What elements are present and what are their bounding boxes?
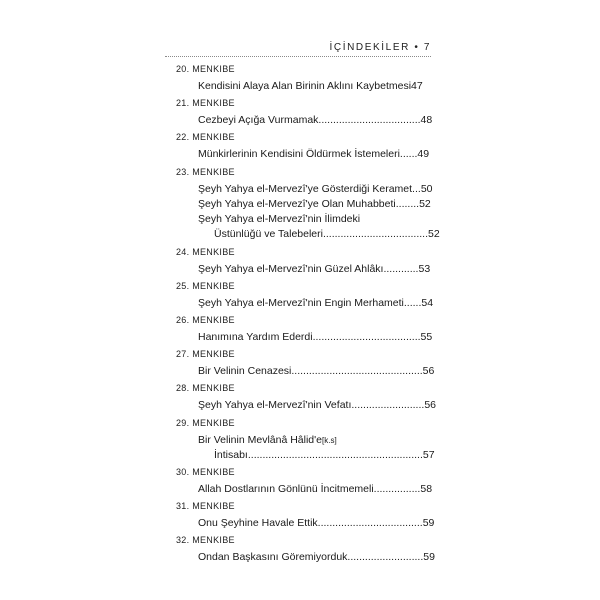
toc-entry-label: 29. MENKIBE — [176, 417, 235, 428]
toc-entry — [176, 315, 432, 349]
toc-entry — [176, 166, 440, 247]
toc-entry — [176, 417, 435, 467]
toc-line-dots: ............ — [383, 262, 419, 275]
toc-entry-label: 26. MENKIBE — [176, 314, 235, 325]
toc-line-dots: ......................... — [351, 399, 425, 412]
toc-line-dots: .................................... — [322, 227, 428, 240]
toc-line-title: Kendisini Alaya Alan Birinin Aklını Kaybetmesi — [198, 80, 412, 92]
toc-line-title: Üstünlüğü ve Talebeleri — [214, 227, 323, 240]
toc-line[interactable] — [198, 365, 435, 378]
toc-line-page: 47 — [411, 80, 423, 92]
toc-line-page: 55 — [420, 330, 433, 343]
toc-entry — [176, 383, 436, 417]
toc-entry — [176, 247, 432, 281]
table-of-contents — [176, 64, 440, 569]
toc-line-page: 48 — [420, 114, 433, 127]
toc-line[interactable] — [198, 148, 432, 160]
toc-line-title: Hanımına Yardım Ederdi — [198, 330, 313, 343]
header-title: İÇİNDEKİLER — [329, 42, 410, 53]
toc-line[interactable] — [198, 183, 432, 195]
toc-entry — [176, 64, 432, 98]
toc-line[interactable] — [198, 297, 432, 309]
toc-entry-label: 27. MENKIBE — [176, 349, 235, 360]
toc-line-dots: ...... — [403, 296, 422, 309]
toc-line-dots: ............................................. — [291, 365, 423, 378]
toc-line-page: 49 — [417, 148, 430, 161]
toc-line-title: Şeyh Yahya el-Mervezî'nin Vefatı — [198, 399, 352, 412]
toc-line-title: Allah Dostlarının Gönlünü İncitmemeli — [198, 482, 374, 495]
toc-entry-label: 24. MENKIBE — [176, 246, 235, 257]
toc-line[interactable] — [198, 516, 435, 529]
toc-line-dots: ............................................................ — [247, 448, 423, 461]
toc-entry-label: 30. MENKIBE — [176, 466, 235, 477]
toc-line-dots: ...... — [399, 148, 418, 161]
toc-line-page: 53 — [418, 262, 431, 275]
toc-line-dots: ................................... — [318, 114, 421, 127]
toc-line[interactable] — [198, 434, 432, 446]
toc-line-dots: ... — [412, 182, 421, 195]
toc-line-title: Bir Velinin Cenazesi — [198, 365, 292, 378]
toc-line-page: 52 — [419, 197, 431, 210]
toc-entry-label: 28. MENKIBE — [176, 383, 235, 394]
toc-entry-label: 23. MENKIBE — [176, 166, 235, 177]
toc-line-page: 59 — [422, 516, 435, 529]
toc-line-page: 59 — [423, 550, 435, 563]
toc-entry-label: 22. MENKIBE — [176, 132, 235, 143]
toc-line-dots: .................................... — [317, 516, 423, 529]
toc-line-title: Şeyh Yahya el-Mervezî'ye Gösterdiği Keramet — [198, 182, 413, 195]
toc-line-dots: .......................... — [347, 550, 424, 563]
toc-line[interactable] — [198, 80, 432, 92]
toc-entry — [176, 281, 432, 315]
toc-entry — [176, 132, 432, 166]
toc-line-title: Cezbeyi Açığa Vurmamak — [198, 114, 319, 127]
toc-entry-label: 31. MENKIBE — [176, 500, 235, 511]
toc-line-title: İntisabı — [214, 448, 248, 461]
toc-entry-label: 25. MENKIBE — [176, 280, 235, 291]
toc-line[interactable] — [198, 213, 432, 225]
toc-line-title: Ondan Başkasını Göremiyorduk — [198, 550, 348, 563]
toc-entry-label: 32. MENKIBE — [176, 534, 235, 545]
toc-line-dots: ..................................... — [312, 330, 421, 343]
toc-line-title: Şeyh Yahya el-Mervezî'ye Olan Muhabbeti — [198, 197, 396, 210]
toc-line-page: 58 — [420, 482, 433, 495]
toc-entry — [176, 500, 435, 535]
toc-line[interactable] — [198, 550, 435, 563]
toc-line[interactable] — [198, 114, 432, 126]
toc-line-title: Bir Velinin Mevlânâ Hâlid'e — [198, 433, 322, 446]
header-separator: • — [414, 42, 420, 53]
toc-line-page: 56 — [422, 365, 435, 378]
toc-line-title: Onu Şeyhine Havale Ettik — [198, 516, 318, 529]
toc-line-page: 57 — [422, 448, 435, 461]
toc-line[interactable] — [198, 331, 432, 343]
toc-line-page: 52 — [428, 227, 440, 240]
toc-line[interactable] — [198, 399, 436, 412]
toc-entry-label: 21. MENKIBE — [176, 98, 235, 109]
toc-line[interactable] — [198, 263, 432, 275]
toc-line[interactable] — [198, 198, 432, 210]
toc-line-page: 50 — [420, 182, 433, 195]
toc-line[interactable] — [214, 227, 440, 240]
toc-line-page: 56 — [424, 399, 436, 412]
toc-entry — [176, 534, 435, 569]
toc-entry — [176, 98, 432, 132]
running-header — [165, 40, 431, 57]
toc-line-suffix: [k.s] — [322, 435, 337, 445]
toc-line-page: 54 — [421, 296, 434, 309]
running-header-text — [330, 42, 431, 53]
toc-line-title: Münkirlerinin Kendisini Öldürmek İstemeleri — [198, 148, 400, 161]
toc-entry — [176, 467, 432, 501]
toc-line-title: Şeyh Yahya el-Mervezî'nin Güzel Ahlâkı — [198, 262, 384, 275]
toc-line[interactable] — [198, 483, 432, 495]
toc-line-dots: ................ — [373, 482, 421, 495]
toc-entry-label: 20. MENKIBE — [176, 64, 235, 74]
toc-line-dots: ........ — [395, 197, 420, 210]
header-page-number: 7 — [423, 42, 431, 53]
toc-entry — [176, 349, 435, 383]
toc-line-title: Şeyh Yahya el-Mervezî'nin İlimdeki — [198, 212, 361, 225]
toc-line[interactable] — [214, 448, 435, 461]
toc-line-title: Şeyh Yahya el-Mervezî'nin Engin Merhameti — [198, 296, 404, 309]
